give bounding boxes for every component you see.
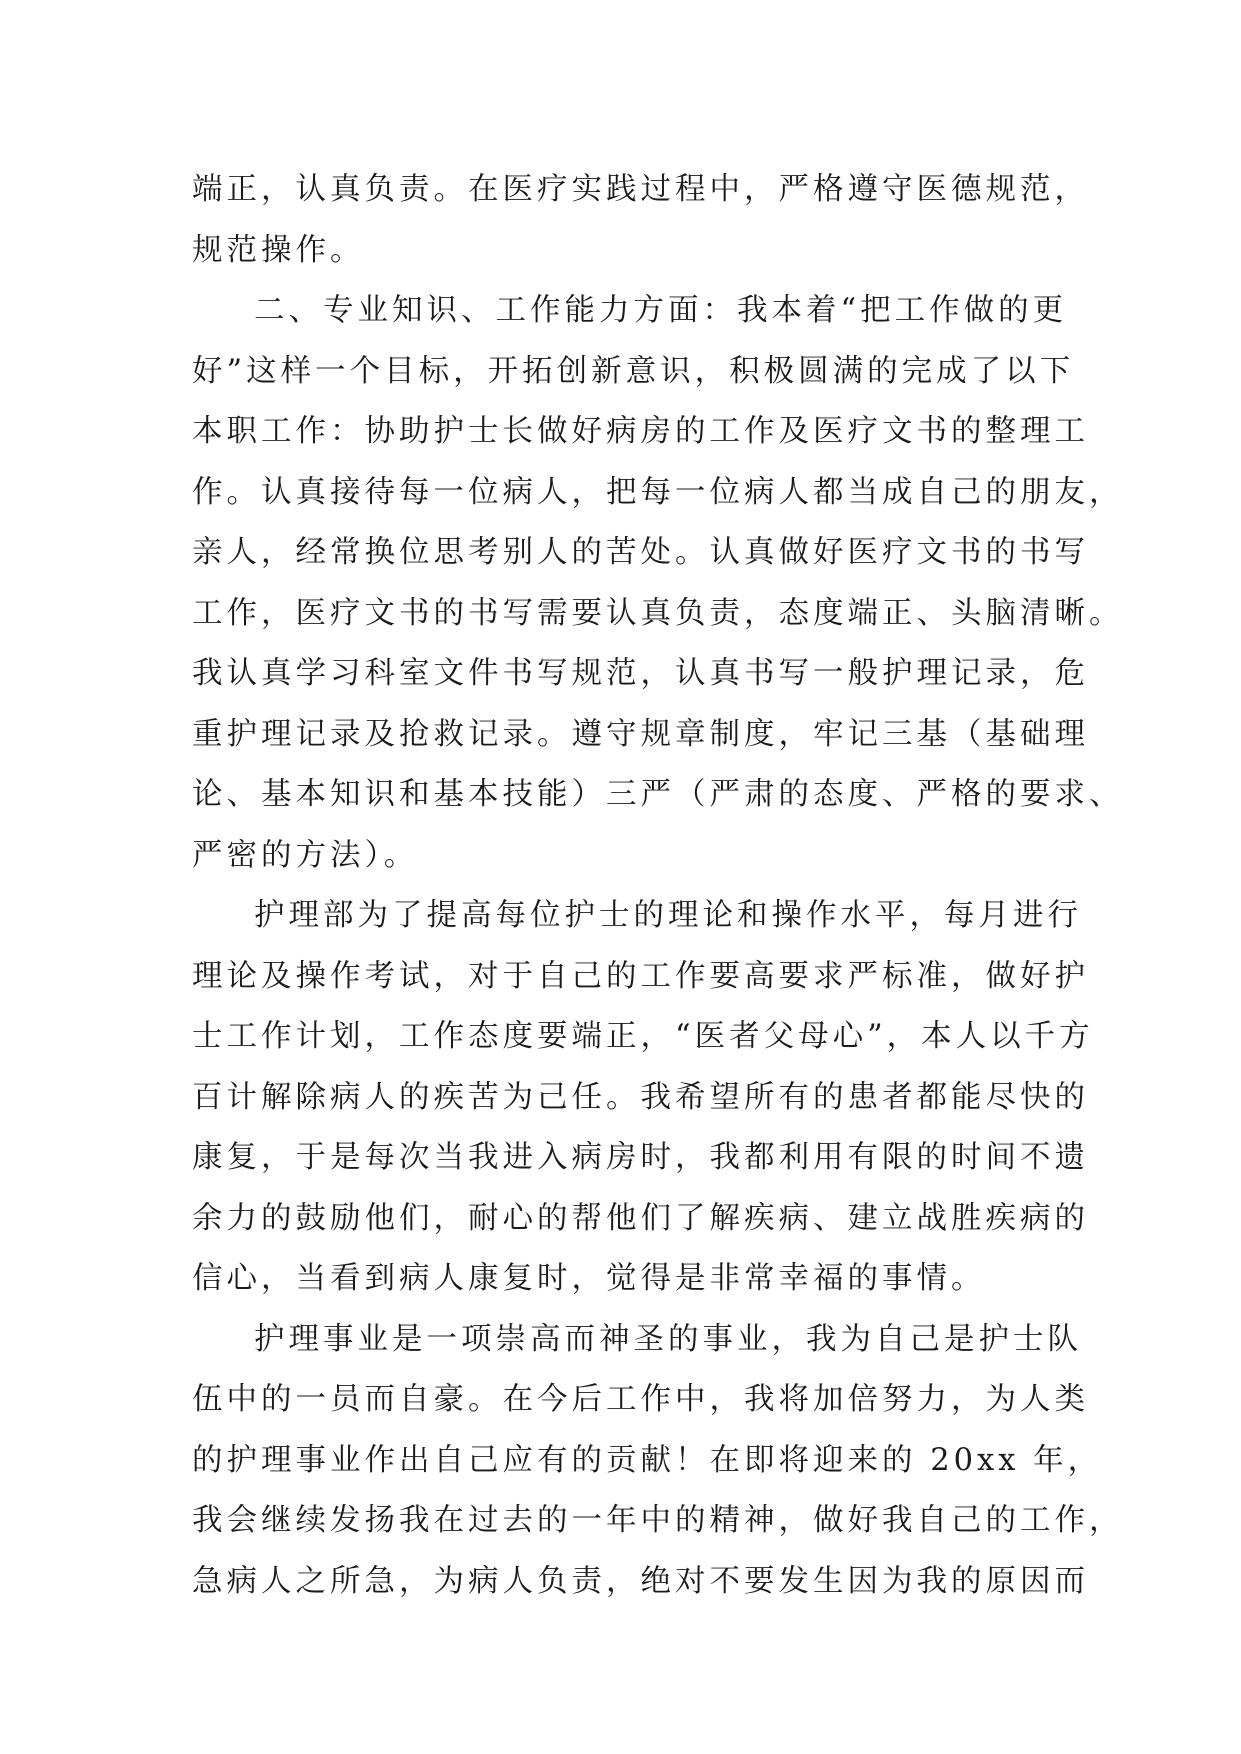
text-line: 工作，医疗文书的书写需要认真负责，态度端正、头脑清晰。 [192, 595, 1124, 631]
text-line: 康复，于是每次当我进入病房时，我都利用有限的时间不遗 [192, 1140, 1089, 1175]
text-line: 理论及操作考试，对于自己的工作要高要求严标准，做好护 [192, 958, 1089, 994]
text-line: 百计解除病人的疾苦为己任。我希望所有的患者都能尽快的 [192, 1079, 1089, 1115]
text-line: 作。认真接待每一位病人，把每一位病人都当成自己的朋友， [192, 474, 1124, 510]
text-line: 护理事业是一项崇高而神圣的事业，我为自己是护士队 [254, 1321, 1082, 1357]
paragraph [192, 160, 1089, 281]
text-line: 二、专业知识、工作能力方面：我本着“把工作做的更 [254, 293, 1068, 328]
text-line: 伍中的一员而自豪。在今后工作中，我将加倍努力，为人类 [192, 1382, 1089, 1417]
text-line: 信心，当看到病人康复时，觉得是非常幸福的事情。 [192, 1261, 986, 1296]
text-line: 我会继续发扬我在过去的一年中的精神，做好我自己的工作， [192, 1503, 1124, 1538]
text-line: 亲人，经常换位思考别人的苦处。认真做好医疗文书的书写 [192, 535, 1089, 570]
paragraph [192, 1310, 1124, 1613]
text-line: 好”这样一个目标，开拓创新意识，积极圆满的完成了以下 [192, 353, 1075, 389]
text-line: 士工作计划，工作态度要端正，“医者父母心”，本人以千方 [192, 1019, 1094, 1054]
text-line: 护理部为了提高每位护士的理论和操作水平，每月进行 [254, 898, 1082, 933]
text-line: 论、基本知识和基本技能）三严（严肃的态度、严格的要求、 [192, 777, 1124, 812]
paragraph [192, 281, 1124, 886]
text-line: 本职工作：协助护士长做好病房的工作及医疗文书的整理工 [192, 414, 1089, 449]
text-line: 余力的鼓励他们，耐心的帮他们了解疾病、建立战胜疾病的 [192, 1200, 1089, 1236]
document-body [192, 160, 1124, 1612]
text-line: 的护理事业作出自己应有的贡献！在即将迎来的 20xx 年， [192, 1442, 1103, 1478]
text-line: 严密的方法）。 [192, 837, 419, 873]
text-line: 我认真学习科室文件书写规范，认真书写一般护理记录，危 [192, 656, 1089, 691]
text-line: 端正，认真负责。在医疗实践过程中，严格遵守医德规范， [192, 172, 1089, 207]
text-line: 重护理记录及抢救记录。遵守规章制度，牢记三基（基础理 [192, 716, 1089, 752]
paragraph [192, 886, 1094, 1310]
text-line: 急病人之所急，为病人负责，绝对不要发生因为我的原因而 [192, 1563, 1089, 1599]
text-line: 规范操作。 [192, 232, 365, 268]
